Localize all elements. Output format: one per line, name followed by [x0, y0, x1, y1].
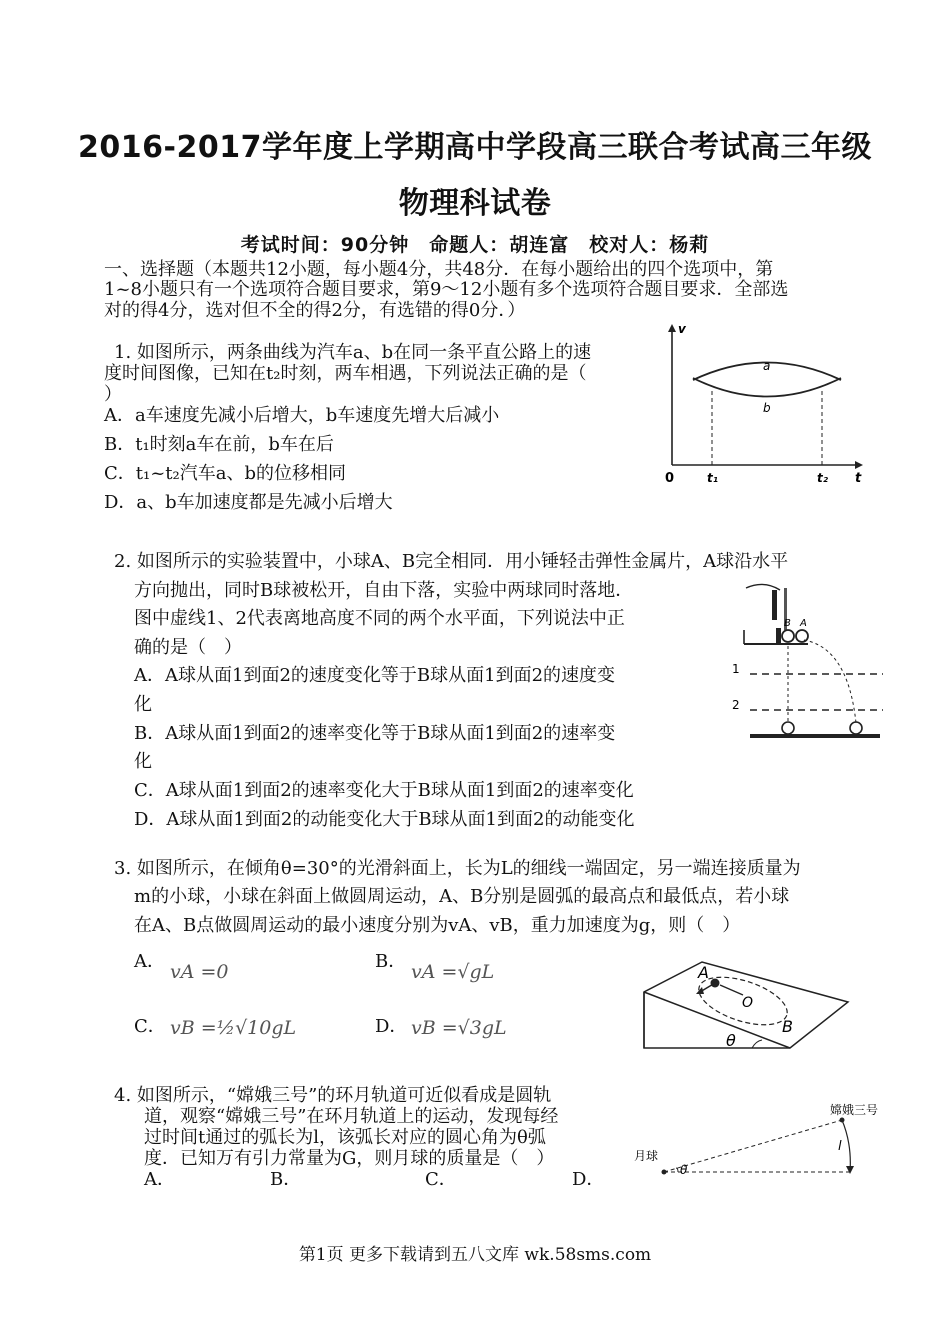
- q1-option-b[interactable]: B．t₁时刻a车在前，b车在后: [104, 434, 334, 455]
- q1-graph-y-arrow: [668, 324, 676, 332]
- q4-label-probe: 嫦娥三号: [830, 1103, 879, 1117]
- q2-option-b[interactable]: B．A球从面1到面2的速率变化等于B球从面1到面2的速率变: [134, 723, 616, 744]
- q4-radius-line-1: [664, 1120, 842, 1172]
- q2-stem-line-2: 方向抛出，同时B球被松开，自由下落，实验中两球同时落地．: [134, 580, 634, 601]
- q2-hammer-arc: [746, 584, 780, 590]
- q4-stem-line-3: 过时间t通过的弧长为l，该弧长对应的圆心角为θ弧: [144, 1127, 546, 1148]
- section-intro-line-1: 一、选择题（本题共12小题，每小题4分，共48分．在每小题给出的四个选项中，第: [104, 259, 774, 280]
- q2-hammer-handle: [772, 590, 777, 620]
- q1-graph-x-label: t: [855, 471, 862, 486]
- q2-stem-line-3: 图中虚线1、2代表离地高度不同的两个水平面，下列说法中正: [134, 608, 625, 629]
- q3-option-d-label[interactable]: D．: [375, 1016, 408, 1037]
- q1-option-a[interactable]: A．a车速度先减小后增大，b车速度先增大后减小: [104, 405, 500, 426]
- q3-label-o: O: [742, 995, 754, 1011]
- q2-apparatus-figure: [728, 578, 888, 748]
- q2-option-a[interactable]: A．A球从面1到面2的速度变化等于B球从面1到面2的速度变: [134, 665, 616, 686]
- q2-option-b-cont: 化: [134, 751, 152, 772]
- q1-curve-b: [693, 378, 841, 397]
- q2-option-c[interactable]: C．A球从面1到面2的速率变化大于B球从面1到面2的速率变化: [134, 780, 634, 801]
- q1-label-a: a: [763, 359, 771, 373]
- q1-graph-origin: 0: [665, 471, 675, 486]
- q3-option-c-expr: vB =½√10gL: [170, 1017, 297, 1039]
- q3-incline-figure: [640, 948, 855, 1058]
- q4-stem-line-1: 4. 如图所示，“嫦娥三号”的环月轨道可近似看成是圆轨: [114, 1085, 552, 1106]
- page-subtitle: 物理科试卷: [398, 186, 552, 221]
- q1-stem-line-2: 度时间图像，已知在t₂时刻，两车相遇，下列说法正确的是（: [104, 363, 587, 384]
- section-intro-line-2: 1~8小题只有一个选项符合题目要求，第9～12小题有多个选项符合题目要求．全部选: [104, 279, 789, 300]
- q3-velocity-arrowhead: [696, 987, 704, 994]
- q4-moon-dot: [662, 1170, 667, 1175]
- q3-string: [720, 985, 743, 995]
- q2-clamp: [776, 628, 781, 644]
- q1-label-b: b: [763, 401, 771, 415]
- q3-angle-arc: [752, 1040, 762, 1048]
- q1-label-t2: t₂: [817, 471, 828, 485]
- q4-option-c[interactable]: C．: [425, 1169, 457, 1190]
- q4-label-theta: θ: [680, 1163, 688, 1177]
- q3-label-b: B: [782, 1017, 793, 1036]
- q3-option-c-label[interactable]: C．: [134, 1016, 166, 1037]
- q3-option-b-label[interactable]: B．: [375, 951, 407, 972]
- q2-label-plane-2: 2: [732, 698, 740, 712]
- q3-option-d-expr: vB =√3gL: [411, 1017, 507, 1039]
- q1-vt-graph: [655, 320, 865, 490]
- q2-ball-b-ground: [782, 722, 794, 734]
- q3-option-a-label[interactable]: A．: [134, 951, 165, 972]
- q2-stem-line-1: 2. 如图所示的实验装置中，小球A、B完全相同．用小锤轻击弹性金属片，A球沿水平: [114, 551, 789, 572]
- q3-stem-line-3: 在A、B点做圆周运动的最小速度分别为vA、vB，重力加速度为g，则（ ）: [134, 915, 741, 936]
- q2-option-a-cont: 化: [134, 694, 152, 715]
- q4-angle-arc: [676, 1168, 678, 1172]
- q4-label-arc: l: [838, 1139, 842, 1154]
- exam-meta: 考试时间：90分钟 命题人：胡连富 校对人：杨莉: [240, 234, 710, 256]
- q4-arc-path: [842, 1120, 850, 1172]
- q4-arc-arrowhead: [846, 1166, 854, 1174]
- q4-option-b[interactable]: B．: [270, 1169, 302, 1190]
- q2-option-d[interactable]: D．A球从面1到面2的动能变化大于B球从面1到面2的动能变化: [134, 809, 635, 830]
- q1-label-t1: t₁: [707, 471, 718, 485]
- page-footer: 第1页 更多下载请到五八文库 wk.58sms.com: [298, 1245, 652, 1265]
- q3-label-theta: θ: [726, 1031, 736, 1050]
- q2-label-a: A: [800, 618, 807, 629]
- q2-label-b: B: [784, 618, 791, 629]
- q3-incline-edge: [644, 992, 790, 1048]
- q3-option-a-expr: vA =0: [170, 961, 229, 983]
- q1-graph-y-label: v: [678, 322, 686, 336]
- q1-option-d[interactable]: D．a、b车加速度都是先减小后增大: [104, 492, 393, 513]
- q4-stem-line-4: 度．已知万有引力常量为G，则月球的质量是（ ）: [144, 1148, 555, 1169]
- q4-option-d[interactable]: D．: [572, 1169, 605, 1190]
- q3-stem-line-2: m的小球，小球在斜面上做圆周运动，A、B分别是圆弧的最高点和最低点，若小球: [134, 886, 790, 907]
- q4-option-a[interactable]: A．: [144, 1169, 175, 1190]
- q2-stem-line-4: 确的是（ ）: [134, 637, 242, 658]
- q2-ball-b: [782, 630, 794, 642]
- q2-label-plane-1: 1: [732, 662, 740, 676]
- q1-option-c[interactable]: C．t₁~t₂汽车a、b的位移相同: [104, 463, 347, 484]
- q4-label-moon: 月球: [634, 1149, 659, 1163]
- q4-orbit-figure: [630, 1092, 890, 1187]
- q1-stem-line-3: ）: [104, 384, 122, 405]
- q1-graph-x-arrow: [855, 461, 863, 469]
- q1-stem-line-1: 1. 如图所示，两条曲线为汽车a、b在同一条平直公路上的速: [114, 342, 592, 363]
- q3-stem-line-1: 3. 如图所示，在倾角θ=30°的光滑斜面上，长为L的细线一端固定，另一端连接质量为: [114, 858, 801, 879]
- section-intro-line-3: 对的得4分，选对但不全的得2分，有选错的得0分．）: [104, 300, 526, 321]
- q3-label-a: A: [698, 963, 709, 982]
- q2-ball-a-ground: [850, 722, 862, 734]
- q4-stem-line-2: 道，观察“嫦娥三号”在环月轨道上的运动，发现每经: [144, 1106, 559, 1127]
- q3-option-b-expr: vA =√gL: [411, 961, 495, 983]
- page-title: 2016-2017学年度上学期高中学段高三联合考试高三年级: [78, 130, 872, 165]
